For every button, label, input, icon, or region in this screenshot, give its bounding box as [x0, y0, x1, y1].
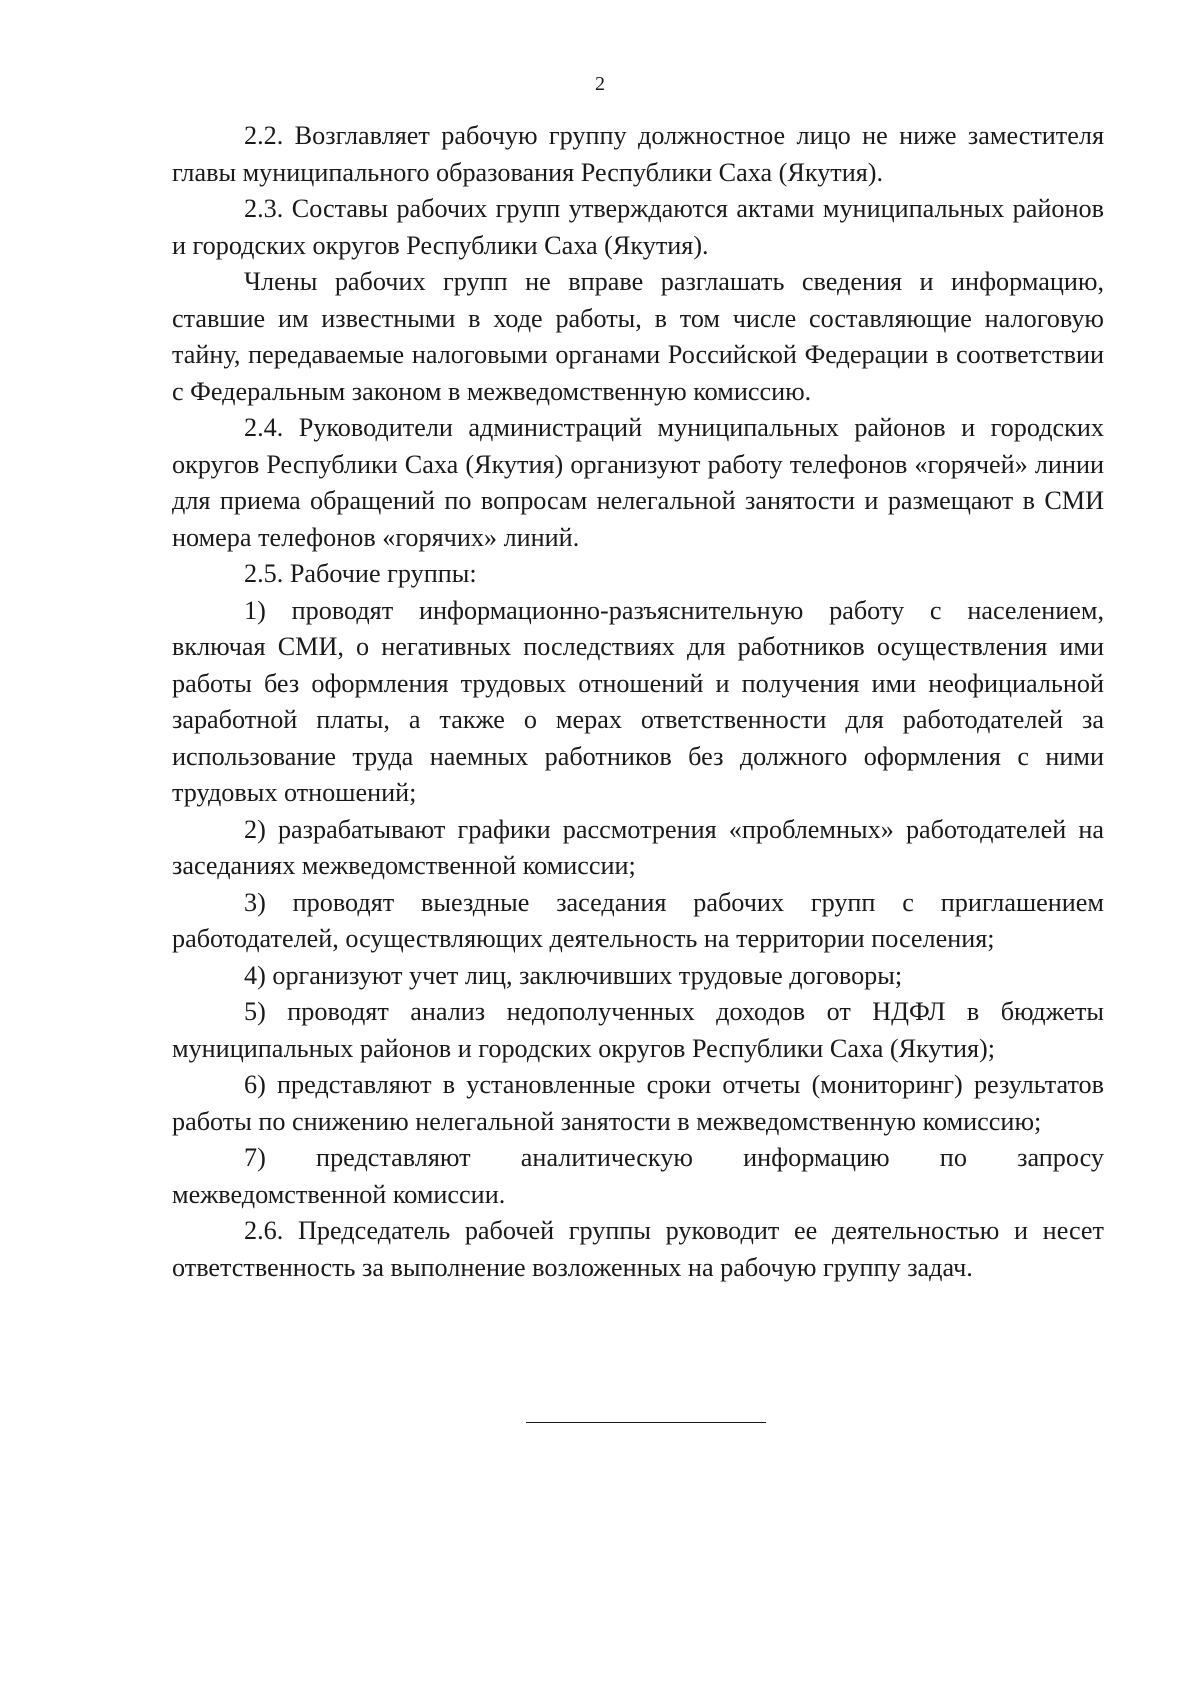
list-item-1: 1) проводят информационно-разъяснительную работу с населением, включая СМИ, о негативных последствиях для работников осуществления ими работы без оформления трудовых отношений и получения ими неофициальной заработной платы, а также о мерах ответственности для работодателей за использование труда наемных работников без должного оформления с ними трудовых отношений; [172, 595, 1104, 807]
paragraph-2-4: 2.4. Руководители администраций муниципальных районов и городских округов Республики Саха (Якутия) организуют работу телефонов «горячей» линии для приема обращений по вопросам нелегальной занятости и размещают в СМИ номера телефонов «горячих» линий. [172, 413, 1104, 552]
paragraph-2-2: 2.2. Возглавляет рабочую группу должностное лицо не ниже заместителя главы муниципального образования Республики Саха (Якутия). [172, 121, 1104, 187]
paragraph-2-3: 2.3. Составы рабочих групп утверждаются актами муниципальных районов и городских округов Республики Саха (Якутия). [172, 194, 1104, 260]
paragraph-2-5: 2.5. Рабочие группы: [244, 559, 477, 588]
paragraph-2-6: 2.6. Председатель рабочей группы руководит ее деятельностью и несет ответственность за выполнение возложенных на рабочую группу задач. [172, 1216, 1104, 1282]
page-number: 2 [595, 73, 605, 95]
paragraph-confidentiality: Члены рабочих групп не вправе разглашать сведения и информацию, ставшие им известными в ходе работы, в том числе составляющие налоговую тайну, передаваемые налоговыми органами Российской Федерации в соответствии с Федеральным законом в межведомственную комиссию. [172, 267, 1104, 406]
list-item-2: 2) разрабатывают графики рассмотрения «проблемных» работодателей на заседаниях межведомственной комиссии; [172, 814, 1104, 880]
document-body [172, 118, 1104, 1286]
list-item-6: 6) представляют в установленные сроки отчеты (мониторинг) результатов работы по снижению нелегальной занятости в межведомственную комиссию; [172, 1070, 1104, 1136]
list-item-7: 7) представляют аналитическую информацию по запросу межведомственной комиссии. [172, 1143, 1104, 1209]
end-divider [526, 1422, 766, 1423]
list-item-4: 4) организуют учет лиц, заключивших трудовые договоры; [244, 960, 903, 990]
list-item-3: 3) проводят выездные заседания рабочих групп с приглашением работодателей, осуществляющих деятельность на территории поселения; [172, 887, 1104, 953]
list-item-5: 5) проводят анализ недополученных доходов от НДФЛ в бюджеты муниципальных районов и городских округов Республики Саха (Якутия); [172, 997, 1104, 1063]
